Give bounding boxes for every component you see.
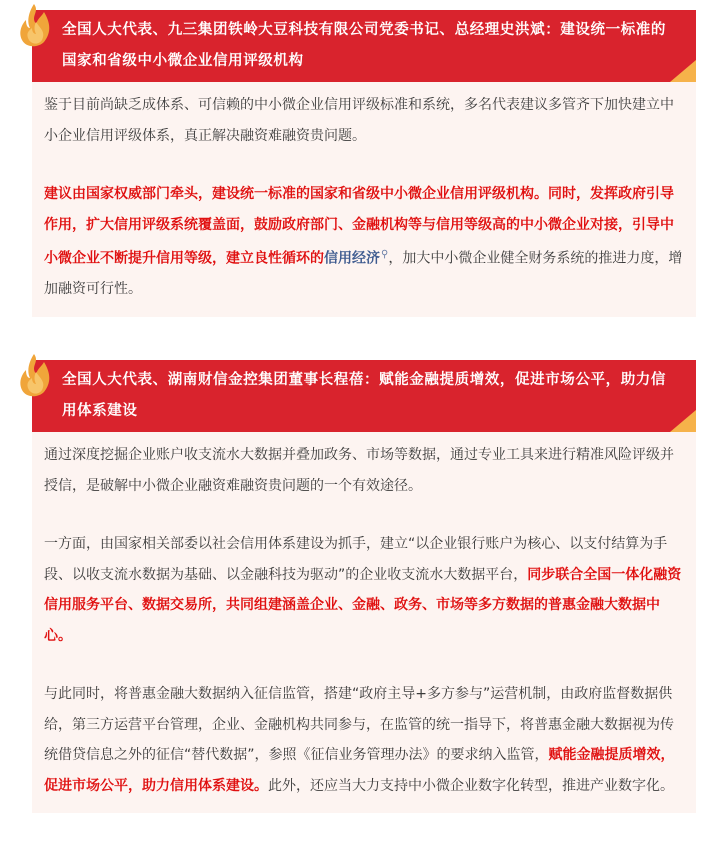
flame-icon (16, 2, 56, 50)
title-corner-decoration (670, 60, 696, 82)
paragraph-text: ，加大中小微企业健全财务系统的推进力度，增加融资可行性。 (44, 250, 683, 298)
highlight-text: 建议由国家权威部门牵头，建设统一标准的国家和省级中小微企业信用评级机构。同时，发挥政府引导作用，扩大信用评级系统覆盖面，鼓励政府部门、金融机构等与信用等级高的中小微企业对接，引导中小微企业不断提升信用等级，建立良性循环的 (44, 186, 674, 267)
paragraph (44, 90, 686, 151)
paragraph (44, 440, 686, 501)
title-corner-decoration (670, 410, 696, 432)
paragraph-text: 鉴于目前尚缺乏成体系、可信赖的中小微企业信用评级标准和系统，多名代表建议多管齐下加快建立中小企业信用评级体系，真正解决融资难融资贵问题。 (44, 97, 674, 144)
paragraph-text: 此外，还应当大力支持中小微企业数字化转型，推进产业数字化。 (268, 777, 674, 794)
section-title: 全国人大代表、湖南财信金控集团董事长程蓓：赋能金融提质增效，促进市场公平，助力信用体系建设 (62, 372, 666, 419)
paragraph-text: 与此同时，将普惠金融大数据纳入征信监管，搭建“政府主导+多方参与”运营机制，由政府监督数据供给，第三方运营平台管理，企业、金融机构共同参与，在监管的统一指导下，将普惠金融大数据视为传统借贷信息之外的征信“替代数据”，参照《征信业务管理办法》的要求纳入监管， (44, 686, 674, 763)
credit-economy-link[interactable]: 信用经济 (324, 250, 380, 267)
section-2 (16, 360, 696, 813)
section-content (32, 432, 696, 813)
paragraph-text: 一方面，由国家相关部委以社会信用体系建设为抓手，建立“以企业银行账户为核心、以支付结算为手段、以收支流水数据为基础、以金融科技为驱动”的企业收支流水大数据平台， (44, 536, 668, 583)
paragraph (44, 679, 686, 801)
paragraph (44, 529, 686, 651)
paragraph (44, 179, 686, 305)
highlight-text: 赋能金融提质增效，促进市场公平，助力信用体系建设。 (44, 747, 675, 794)
flame-icon (16, 352, 56, 400)
section-title: 全国人大代表、九三集团铁岭大豆科技有限公司党委书记、总经理史洪斌：建设统一标准的国家和省级中小微企业信用评级机构 (62, 22, 666, 69)
section-content (32, 82, 696, 317)
highlight-text: 同步联合全国一体化融资信用服务平台、数据交易所，共同组建涵盖企业、金融、政务、市场等多方数据的普惠金融大数据中心。 (44, 566, 682, 644)
section-title-bar (32, 10, 696, 82)
paragraph-text: 通过深度挖掘企业账户收支流水大数据并叠加政务、市场等数据，通过专业工具来进行精准风险评级并授信，是破解中小微企业融资难融资贵问题的一个有效途径。 (44, 447, 674, 494)
section-title-bar (32, 360, 696, 432)
section-1 (16, 10, 696, 317)
search-icon[interactable]: ⚲ (381, 249, 389, 260)
